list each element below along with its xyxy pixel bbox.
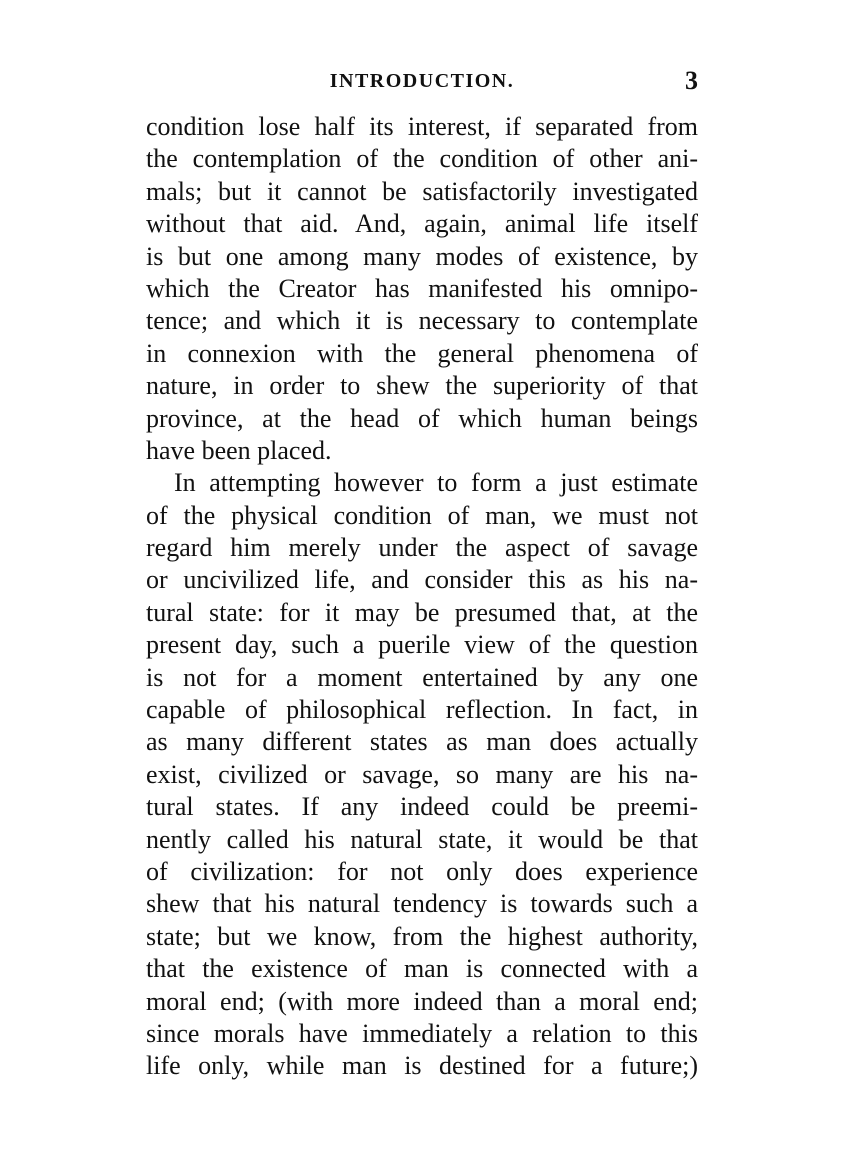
text-line: state; but we know, from the highest authority,: [146, 921, 698, 951]
text-line: capable of philosophical reflection. In fact, in: [146, 695, 698, 725]
running-head-title: INTRODUCTION.: [329, 70, 515, 92]
text-line: province, at the head of which human beings: [146, 403, 698, 433]
running-head: [146, 66, 698, 96]
text-line: the contemplation of the condition of other ani-: [146, 144, 698, 174]
text-line: mals; but it cannot be satisfactorily investigated: [146, 176, 698, 206]
text-line: life only, while man is destined for a future;): [146, 1051, 698, 1081]
text-line: exist, civilized or savage, so many are his na-: [146, 759, 698, 789]
page-number: 3: [685, 66, 698, 95]
paragraph-start-line: In attempting however to form a just estimate: [174, 468, 698, 498]
text-line: tence; and which it is necessary to contemplate: [146, 306, 698, 336]
text-line: regard him merely under the aspect of savage: [146, 533, 698, 563]
text-line: which the Creator has manifested his omnipo-: [146, 273, 698, 303]
text-line: is but one among many modes of existence, by: [146, 241, 698, 271]
text-line: shew that his natural tendency is towards such a: [146, 889, 698, 919]
text-line: of the physical condition of man, we must not: [146, 500, 698, 530]
text-line: present day, such a puerile view of the question: [146, 630, 698, 660]
text-line: in connexion with the general phenomena of: [146, 338, 698, 368]
text-line: tural state: for it may be presumed that, at the: [146, 597, 698, 627]
body-text: [146, 111, 698, 1083]
text-line: nature, in order to shew the superiority of that: [146, 371, 698, 401]
text-line: moral end; (with more indeed than a moral end;: [146, 986, 698, 1016]
paragraph-end-line: have been placed.: [146, 435, 332, 465]
text-line: of civilization: for not only does experience: [146, 856, 698, 886]
text-line: condition lose half its interest, if separated from: [146, 112, 698, 141]
text-line: is not for a moment entertained by any one: [146, 662, 698, 692]
text-line: that the existence of man is connected with a: [146, 954, 698, 984]
text-line: nently called his natural state, it would be that: [146, 824, 698, 854]
text-line: or uncivilized life, and consider this as his na-: [146, 565, 698, 595]
text-line: as many different states as man does actually: [146, 727, 698, 757]
text-line: tural states. If any indeed could be preemi-: [146, 792, 698, 822]
text-line: without that aid. And, again, animal life itself: [146, 209, 698, 239]
text-line: since morals have immediately a relation to this: [146, 1018, 698, 1048]
